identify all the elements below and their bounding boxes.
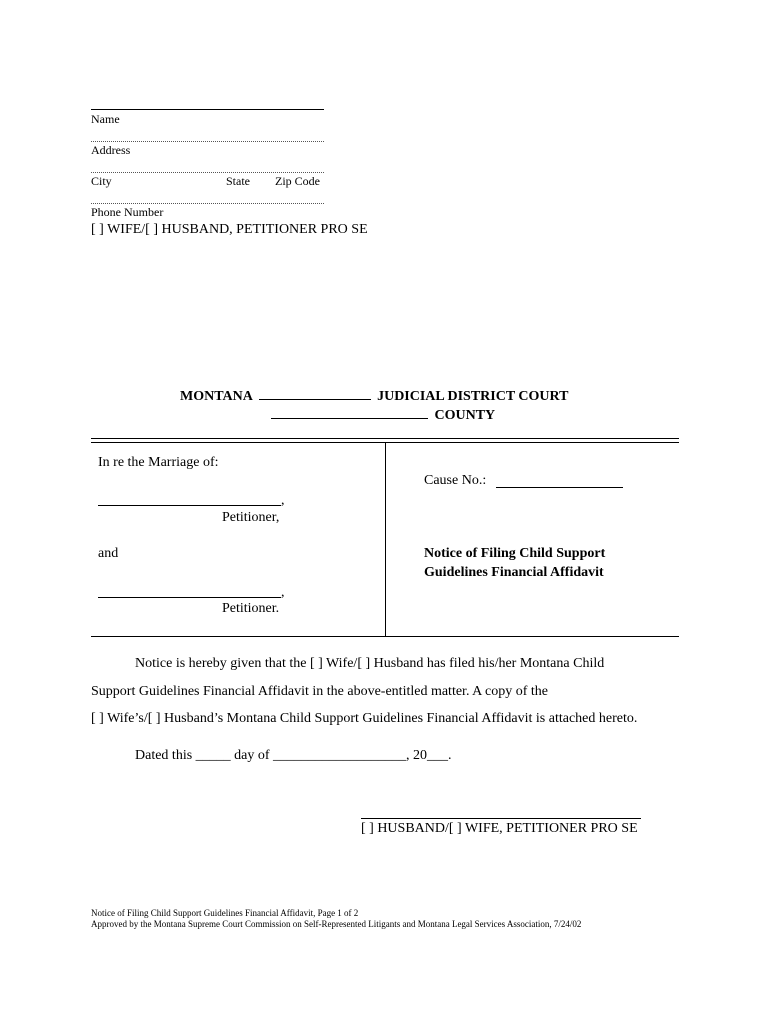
cause-number-blank[interactable] [496, 487, 623, 488]
dated-line: Dated this _____ day of ___________________, 20___. [135, 748, 452, 763]
court-state: MONTANA [180, 389, 253, 404]
zip-code-label: Zip Code [275, 174, 320, 188]
and-label: and [98, 546, 119, 561]
city-state-zip-line [91, 172, 324, 173]
court-title-line-2 [271, 406, 495, 424]
petitioner-1-name-blank[interactable] [98, 505, 281, 506]
document-title-line-1: Notice of Filing Child Support [424, 546, 606, 561]
notice-paragraph-line-1: Notice is hereby given that the [ ] Wife/[ ] Husband has filed his/her Montana Child [135, 656, 605, 671]
court-district: JUDICIAL DISTRICT COURT [377, 389, 569, 404]
district-number-blank[interactable] [259, 387, 371, 400]
signature-label: [ ] HUSBAND/[ ] WIFE, PETITIONER PRO SE [361, 821, 638, 836]
name-label: Name [91, 112, 120, 126]
petitioner-1-comma: , [281, 493, 285, 508]
caption-top-rule-1 [91, 438, 679, 439]
city-label: City [91, 174, 112, 188]
name-line [91, 109, 324, 110]
footer-page-info: Notice of Filing Child Support Guidelines Financial Affidavit, Page 1 of 2 [91, 908, 359, 918]
document-title-line-2: Guidelines Financial Affidavit [424, 565, 604, 580]
court-title-line-1 [180, 387, 568, 405]
footer-approval-note: Approved by the Montana Supreme Court Commission on Self-Represented Litigants and Montana Legal Services Association, 7/24/02 [91, 919, 582, 929]
phone-line [91, 203, 324, 204]
court-county: COUNTY [434, 408, 496, 423]
petitioner-2-name-blank[interactable] [98, 597, 281, 598]
address-line [91, 141, 324, 142]
caption-divider [385, 443, 386, 636]
petitioner-1-label: Petitioner, [222, 510, 280, 525]
petitioner-2-label: Petitioner. [222, 601, 280, 616]
in-re-marriage-label: In re the Marriage of: [98, 455, 219, 470]
petitioner-2-comma: , [281, 585, 285, 600]
address-label: Address [91, 143, 131, 157]
petitioner-pro-se-header: [ ] WIFE/[ ] HUSBAND, PETITIONER PRO SE [91, 222, 368, 237]
cause-number-label: Cause No.: [424, 473, 487, 488]
county-name-blank[interactable] [271, 406, 428, 419]
caption-bottom-rule [91, 636, 679, 637]
phone-number-label: Phone Number [91, 205, 164, 219]
notice-paragraph-line-2: Support Guidelines Financial Affidavit in the above-entitled matter. A copy of the [91, 684, 548, 699]
signature-blank[interactable] [361, 818, 641, 819]
notice-paragraph-line-3: [ ] Wife’s/[ ] Husband’s Montana Child Support Guidelines Financial Affidavit is attached hereto. [91, 711, 638, 726]
state-label: State [226, 174, 250, 188]
